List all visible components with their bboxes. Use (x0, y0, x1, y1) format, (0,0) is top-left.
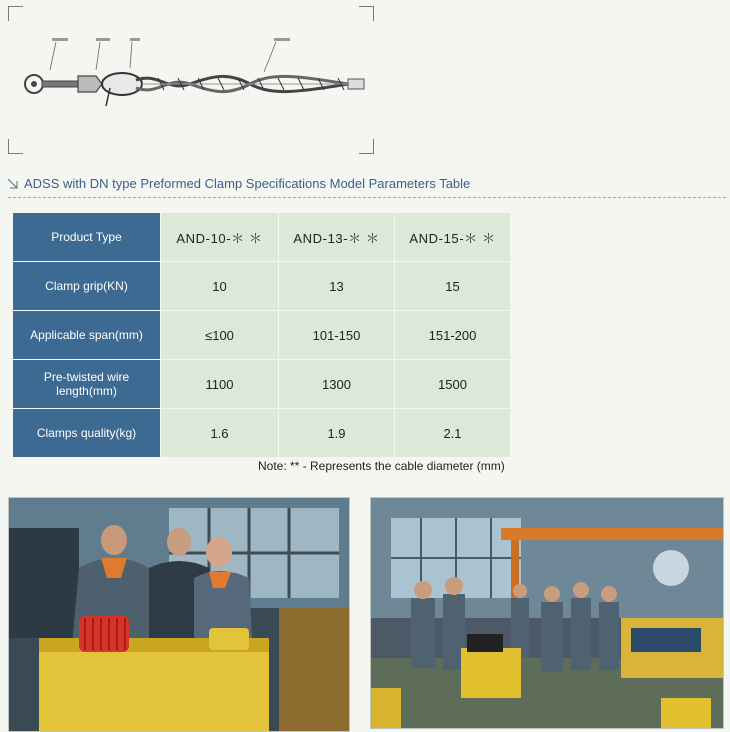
frame-corner (359, 139, 374, 154)
table-cell: 15 (395, 262, 511, 311)
table-cell: 10 (161, 262, 279, 311)
table-row (13, 311, 511, 360)
row-label: Product Type (13, 213, 161, 262)
table-cell: ≤100 (161, 311, 279, 360)
row-label: Pre-twisted wire length(mm) (13, 360, 161, 409)
table-row (13, 409, 511, 458)
table-cell: 2.1 (395, 409, 511, 458)
row-label: Clamps quality(kg) (13, 409, 161, 458)
section-title (6, 176, 470, 191)
table-cell: 1500 (395, 360, 511, 409)
table-cell: 13 (279, 262, 395, 311)
section-title-text: ADSS with DN type Preformed Clamp Specifications Model Parameters Table (24, 176, 471, 191)
table-cell: 1.6 (161, 409, 279, 458)
frame-corner (8, 139, 23, 154)
table-cell: AND-10-＊ ＊ (161, 213, 279, 262)
table-cell: 101-150 (279, 311, 395, 360)
table-row (13, 360, 511, 409)
table-cell: 1100 (161, 360, 279, 409)
frame-corner (359, 6, 374, 21)
diagonal-arrow-icon (6, 177, 20, 191)
section-divider (8, 197, 726, 198)
table-cell: AND-13-＊ ＊ (279, 213, 395, 262)
spec-table (12, 212, 511, 458)
row-label: Applicable span(mm) (13, 311, 161, 360)
clamp-diagram (8, 6, 374, 154)
table-note: Note: ** - Represents the cable diameter (mm) (258, 459, 505, 473)
table-cell: AND-15-＊ ＊ (395, 213, 511, 262)
table-cell: 1300 (279, 360, 395, 409)
table-row (13, 213, 511, 262)
clamp-illustration (18, 28, 368, 118)
row-label: Clamp grip(KN) (13, 262, 161, 311)
table-cell: 151-200 (395, 311, 511, 360)
table-cell: 1.9 (279, 409, 395, 458)
frame-corner (8, 6, 23, 21)
factory-photo-workshop (370, 497, 724, 729)
factory-photo-workers (8, 497, 350, 732)
table-row (13, 262, 511, 311)
